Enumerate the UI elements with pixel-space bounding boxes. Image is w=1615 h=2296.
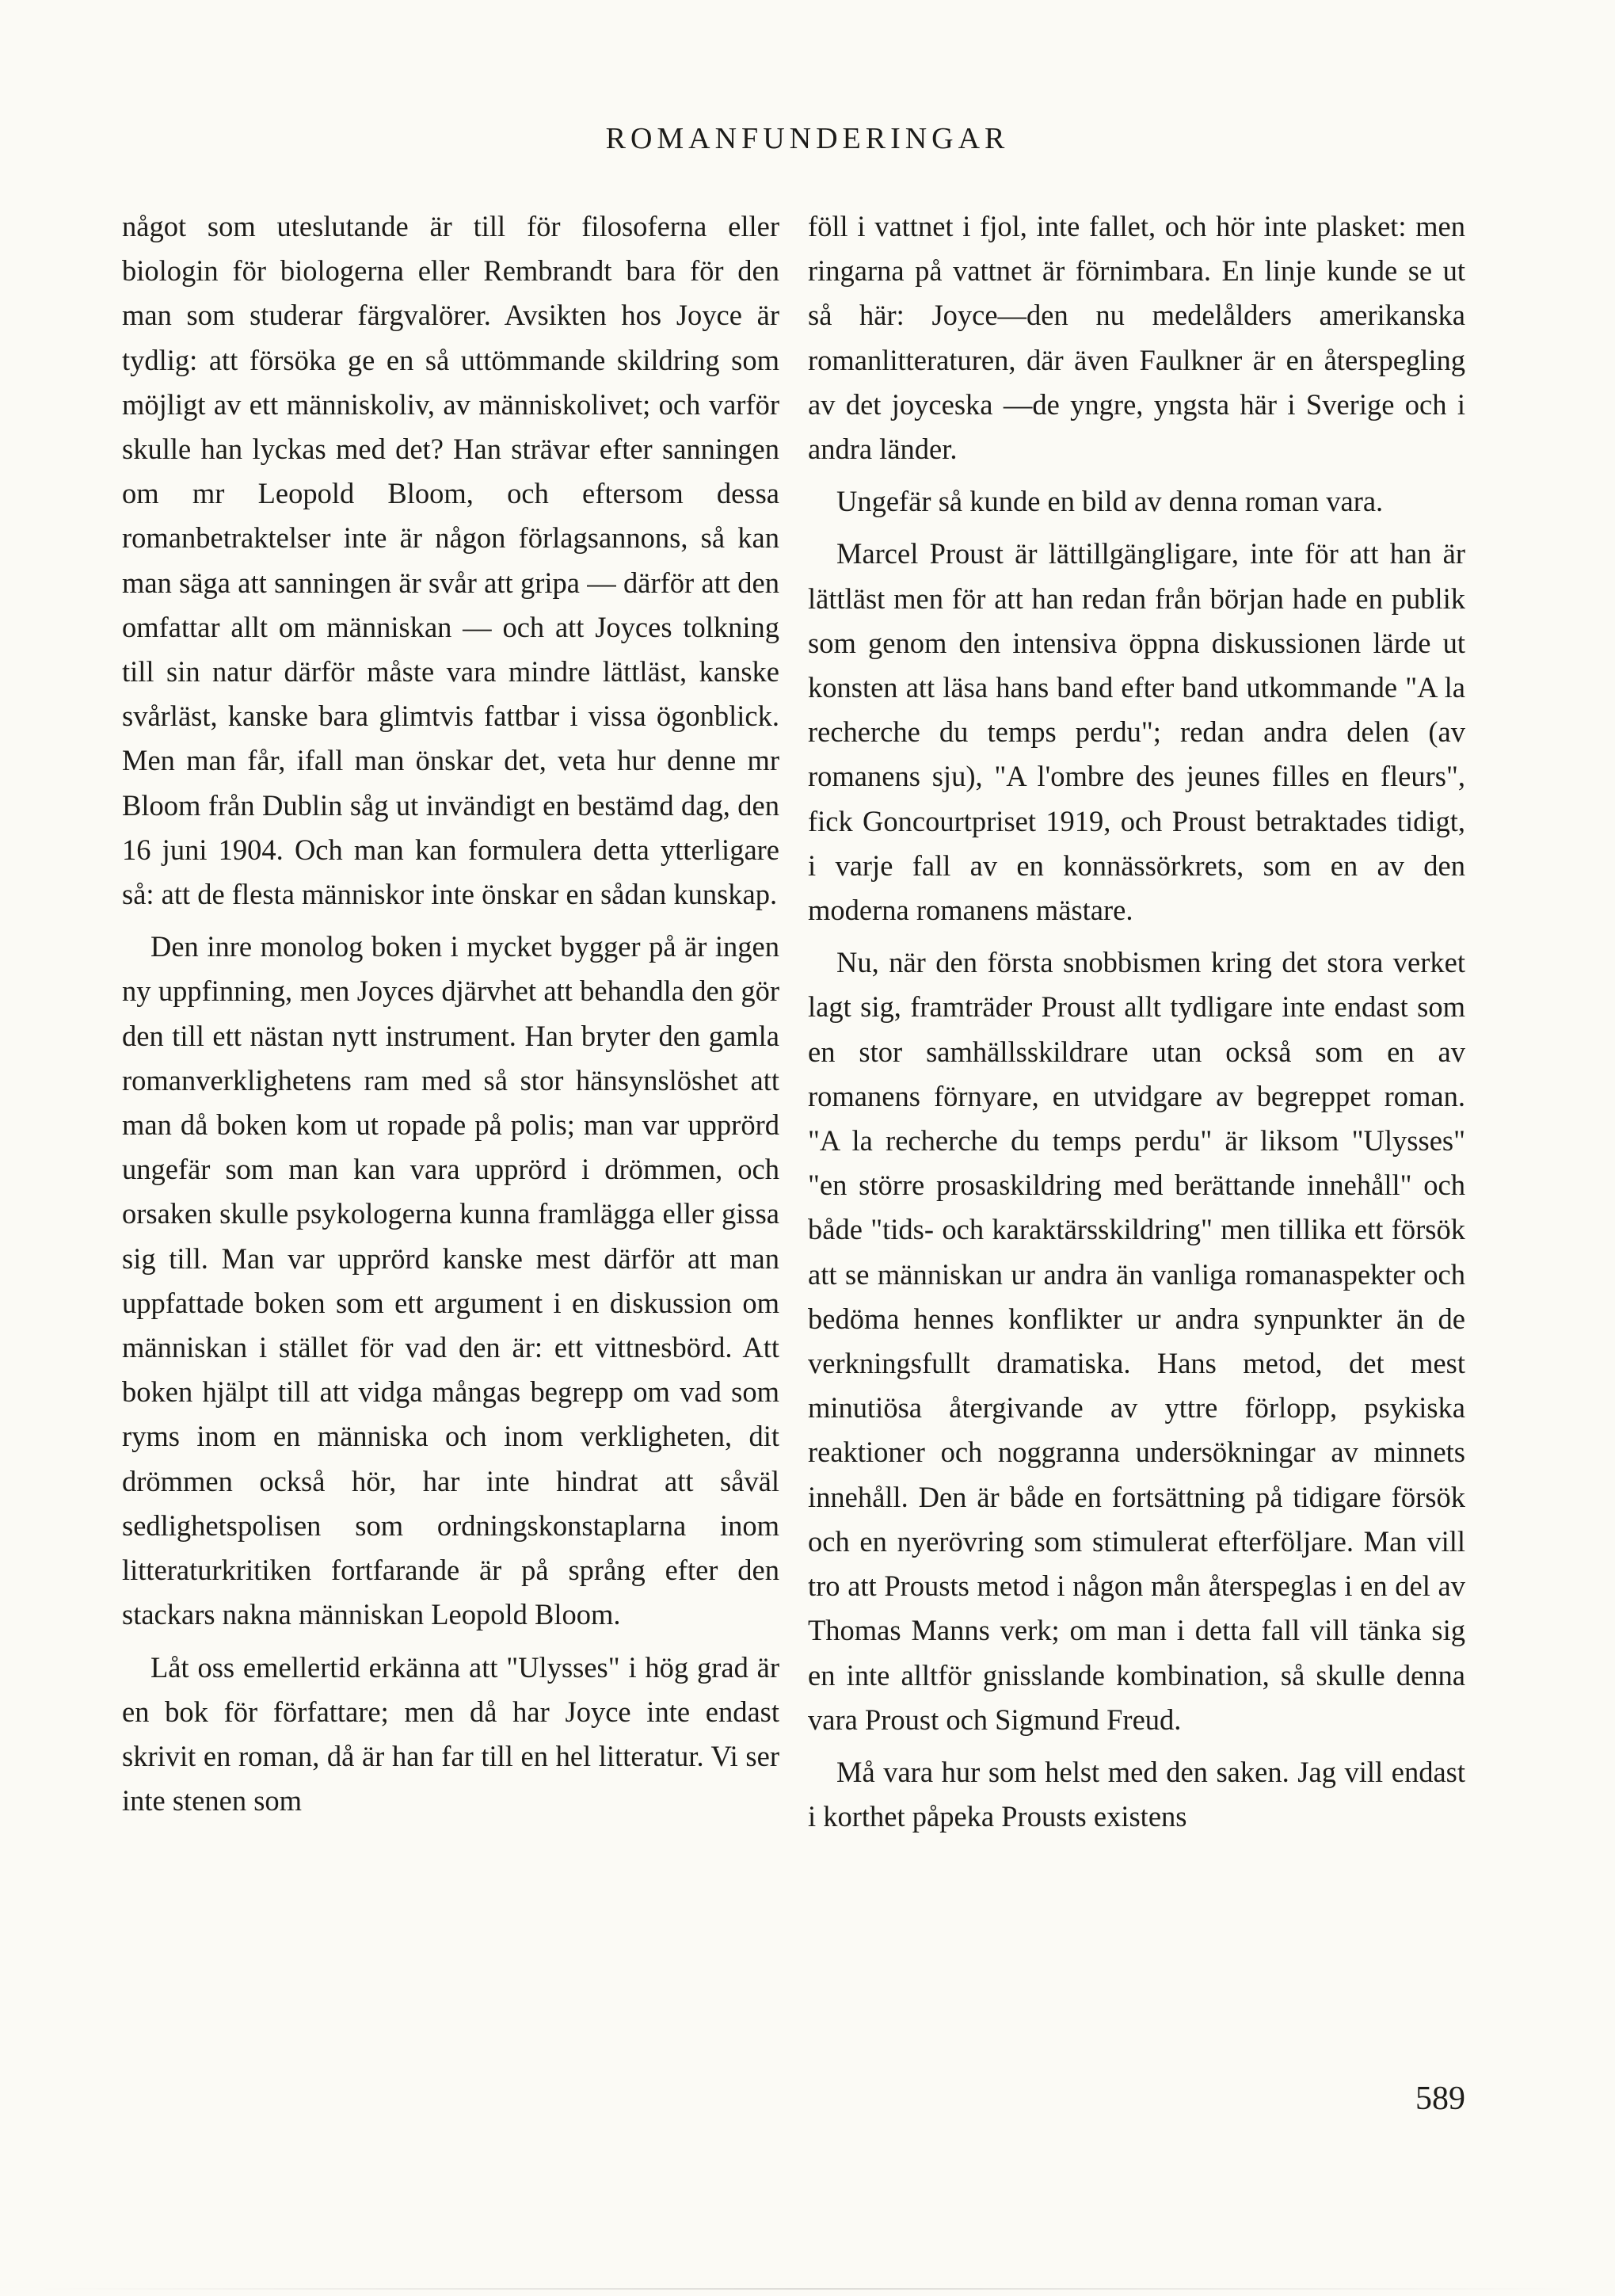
left-paragraph-2: Den inre monolog boken i mycket bygger på är ingen ny uppfinning, men Joyces djärvhet att behandla den gör den till ett nästan nytt instrument. Han bryter den gamla romanverklighetens ram med så stor hänsynslöshet att man då boken kom ut ropade på polis; man var upprörd ungefär som man kan vara upprörd i drömmen, och orsaken skulle psykologerna kunna framlägga eller gissa sig till. Man var upprörd kanske mest därför att man uppfattade boken som ett argument i en diskussion om människan i stället för vad den är: ett vittnesbörd. Att boken hjälpt till att vidga mångas begrepp om vad som ryms inom en människa och inom verkligheten, dit drömmen också hör, har inte hindrat att såväl sedlighetspolisen som ordningskonstaplarna inom litteraturkritiken fortfarande är på språng efter den stackars nakna människan Leopold Bloom.	[122, 930, 779, 1631]
left-paragraph-1: något som uteslutande är till för filosoferna eller biologin för biologerna eller Rembrandt bara för den man som studerar färgvalörer. Avsikten hos Joyce är tydlig: att försöka ge en så uttömmande skildring som möjligt av ett människoliv, av människolivet; och varför skulle han lyckas med det? Han strävar efter sanningen om mr Leopold Bloom, och eftersom dessa romanbetraktelser inte är någon förlagsannons, så kan man säga att sanningen är svår att gripa — därför att den omfattar allt om människan — och att Joyces tolkning till sin natur därför måste vara mindre lättläst, kanske svårläst, kanske bara glimtvis fattbar i vissa ögonblick. Men man får, ifall man önskar det, veta hur denne mr Bloom från Dublin såg ut invändigt en bestämd dag, den 16 juni 1904. Och man kan formulera detta ytterligare så: att de flesta människor inte önskar en sådan kunskap.	[122, 210, 779, 911]
right-paragraph-3: Marcel Proust är lättillgängligare, inte för att han är lättläst men för att han redan från början hade en publik som genom den intensiva öppna diskussionen lärde ut konsten att läsa hans band efter band utkommande "A la recherche du temps perdu"; redan andra delen (av romanens sju), "A l'ombre des jeunes filles en fleurs", fick Goncourtpriset 1919, och Proust betraktades tidigt, i varje fall av en konnässörkrets, som en av den moderna romanens mästare.	[808, 537, 1465, 927]
right-paragraph-5: Må vara hur som helst med den saken. Jag vill endast i korthet påpeka Prousts existens	[808, 1755, 1465, 1833]
page-edge-divider	[32, 2288, 1583, 2290]
running-head: ROMANFUNDERINGAR	[605, 122, 1010, 155]
right-paragraph-4: Nu, när den första snobbismen kring det stora verket lagt sig, framträder Proust allt tydligare inte endast som en stor samhällsskildrare utan också som en av romanens förnyare, en utvidgare av begreppet roman. "A la recherche du temps perdu" är liksom "Ulysses" "en större prosaskildring med berättande innehåll" och både "tids- och karaktärsskildring" men tillika ett försök att se människan ur andra än vanliga romanaspekter och bedöma hennes konflikter ur andra synpunkter än de verkningsfullt dramatiska. Hans metod, det mest minutiösa återgivande av yttre förlopp, psykiska reaktioner och noggranna undersökningar av minnets innehåll. Den är både en fortsättning på tidigare försök och en nyerövring som stimulerat efterföljare. Man vill tro att Prousts metod i någon mån återspeglas i en del av Thomas Manns verk; om man i detta fall vill tänka sig en inte alltför gnisslande kombination, så skulle denna vara Proust och Sigmund Freud.	[808, 946, 1465, 1736]
right-column	[808, 204, 1465, 1839]
right-paragraph-2: Ungefär så kunde en bild av denna roman vara.	[836, 485, 1384, 518]
left-column	[122, 204, 779, 1823]
right-paragraph-1: föll i vattnet i fjol, inte fallet, och hör inte plasket: men ringarna på vattnet är förnimbara. En linje kunde se ut så här: Joyce—den nu medelålders amerikanska romanlitteraturen, där även Faulkner är en återspegling av det joyceska —de yngre, yngsta här i Sverige och i andra länder.	[808, 210, 1465, 466]
page-number: 589	[1415, 2081, 1465, 2117]
left-paragraph-3: Låt oss emellertid erkänna att "Ulysses" i hög grad är en bok för författare; men då har Joyce inte endast skrivit en roman, då är han far till en hel litteratur. Vi ser inte stenen som	[122, 1650, 779, 1817]
